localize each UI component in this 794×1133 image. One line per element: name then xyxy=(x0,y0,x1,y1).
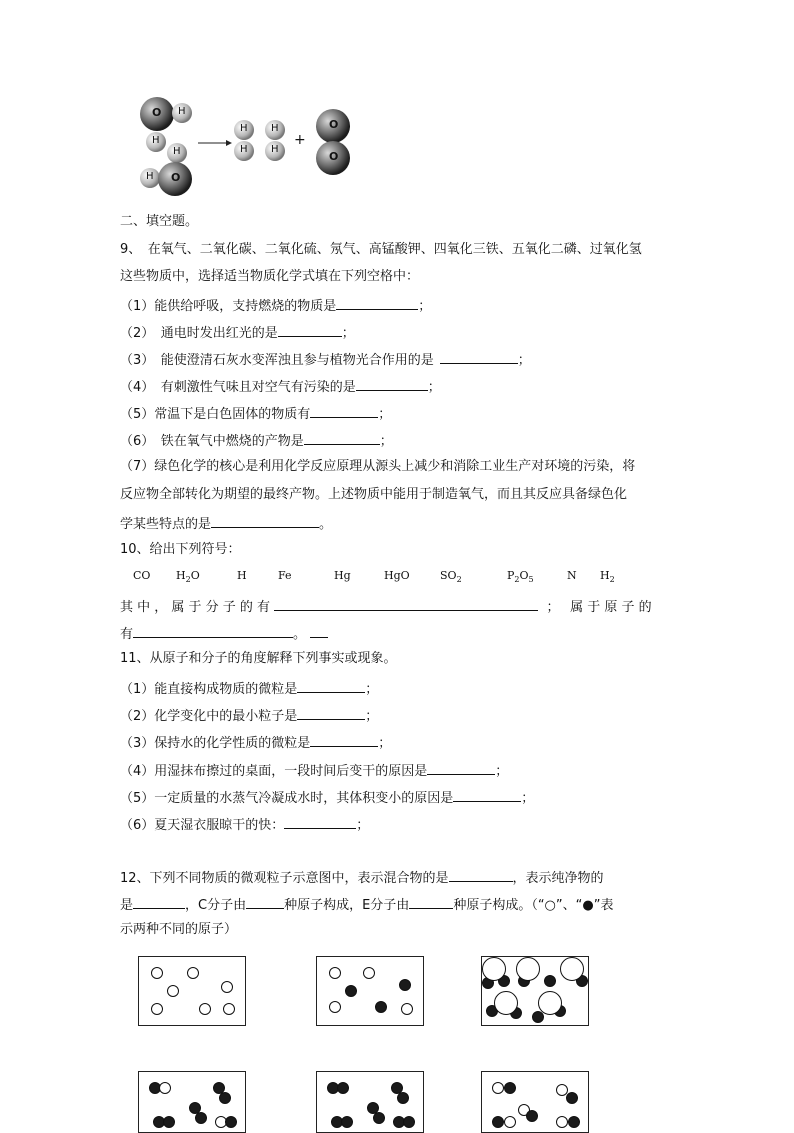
particle-box-b xyxy=(316,956,424,1026)
white-atom xyxy=(401,1003,413,1015)
reaction-diagram xyxy=(130,92,360,204)
question-text: （6） 铁在氧气中燃烧的产物是 xyxy=(120,434,304,449)
q9-item-1 xyxy=(120,295,431,316)
question-text: ，表示纯净物的 xyxy=(512,871,604,886)
particle-box-c xyxy=(481,956,589,1026)
punctuation: ； xyxy=(365,682,379,697)
punctuation: ； xyxy=(418,299,432,314)
answer-blank[interactable] xyxy=(133,894,185,909)
white-atom xyxy=(329,967,341,979)
white-atom xyxy=(516,957,540,981)
q12-line-1 xyxy=(120,867,604,888)
symbol: H xyxy=(237,569,247,582)
question-text: （1）能直接构成物质的微粒是 xyxy=(120,682,298,697)
black-atom xyxy=(566,1092,578,1104)
answer-blank[interactable] xyxy=(409,894,453,909)
question-text: 种原子构成，E分子由 xyxy=(284,898,410,913)
symbol: $SO_2$ xyxy=(440,569,462,585)
symbol: HgO xyxy=(384,569,410,582)
q11-item-5 xyxy=(120,787,534,808)
black-atom xyxy=(544,975,556,987)
q9-intro-line-2: 这些物质中，选择适当物质化学式填在下列空格中： xyxy=(120,269,420,284)
white-atom xyxy=(492,1082,504,1094)
symbol: $H_2O$ xyxy=(176,569,200,585)
atom-label-h: H xyxy=(178,106,186,117)
black-atom xyxy=(163,1116,175,1128)
q11-item-2 xyxy=(120,705,378,726)
punctuation: ； xyxy=(379,434,393,449)
answer-blank[interactable] xyxy=(310,732,378,747)
black-atom xyxy=(219,1092,231,1104)
punctuation: 。 xyxy=(293,627,307,642)
q11-title: 11、从原子和分子的角度解释下列事实或现象。 xyxy=(120,651,397,666)
particle-box-d xyxy=(138,1071,246,1133)
q11-item-4 xyxy=(120,760,508,781)
q9-item-5 xyxy=(120,403,391,424)
section-title: 二、填空题。 xyxy=(120,214,199,229)
white-atom xyxy=(151,1003,163,1015)
answer-blank[interactable] xyxy=(211,513,319,528)
question-text: （4）用湿抹布擦过的桌面，一段时间后变干的原因是 xyxy=(120,764,428,779)
answer-blank[interactable] xyxy=(356,376,428,391)
symbol: N xyxy=(567,569,577,582)
white-atom xyxy=(329,1001,341,1013)
black-atom xyxy=(373,1112,385,1124)
black-atom xyxy=(337,1082,349,1094)
question-text: （5）常温下是白色固体的物质有 xyxy=(120,407,311,422)
question-text: 有 xyxy=(120,627,134,642)
black-atom xyxy=(526,1110,538,1122)
answer-blank[interactable] xyxy=(440,349,518,364)
q9-item-7-line-1: （7）绿色化学的核心是利用化学反应原理从源头上减少和消除工业生产对环境的污染，将 xyxy=(120,459,636,474)
question-text: ； 属 于 原 子 的 xyxy=(546,600,652,615)
answer-blank[interactable] xyxy=(284,814,356,829)
white-atom xyxy=(363,967,375,979)
punctuation: ； xyxy=(378,407,392,422)
symbol: Fe xyxy=(278,569,292,582)
white-atom xyxy=(151,967,163,979)
question-text: （1）能供给呼吸，支持燃烧的物质是 xyxy=(120,299,337,314)
q9-item-2 xyxy=(120,322,355,343)
atom-label-h: H xyxy=(271,144,279,155)
q11-item-1 xyxy=(120,678,378,699)
atom-label-o: O xyxy=(329,150,339,163)
atom-label-o: O xyxy=(152,106,162,119)
answer-blank[interactable] xyxy=(133,623,293,638)
white-atom xyxy=(482,957,506,981)
question-text: （2） 通电时发出红光的是 xyxy=(120,326,278,341)
answer-blank[interactable] xyxy=(297,705,365,720)
q10-line-2 xyxy=(120,623,328,644)
answer-blank[interactable] xyxy=(278,322,342,337)
atom-label-o: O xyxy=(171,171,181,184)
white-atom xyxy=(221,981,233,993)
black-atom xyxy=(399,979,411,991)
q10-line-1 xyxy=(120,596,652,617)
punctuation: ； xyxy=(356,818,370,833)
atom-label-h: H xyxy=(240,123,248,134)
question-text: （5）一定质量的水蒸气冷凝成水时，其体积变小的原因是 xyxy=(120,791,454,806)
punctuation: ； xyxy=(495,764,509,779)
answer-blank[interactable] xyxy=(310,403,378,418)
punctuation: ； xyxy=(365,709,379,724)
question-text: 其 中 ， 属 于 分 子 的 有 xyxy=(120,600,271,615)
q9-item-4 xyxy=(120,376,441,397)
answer-blank[interactable] xyxy=(427,760,495,775)
plus-sign: + xyxy=(294,132,306,148)
q12-line-2 xyxy=(120,894,613,915)
black-atom xyxy=(568,1116,580,1128)
atom-label-h: H xyxy=(146,171,154,182)
white-atom xyxy=(504,1116,516,1128)
white-atom xyxy=(159,1082,171,1094)
white-atom xyxy=(187,967,199,979)
black-atom xyxy=(492,1116,504,1128)
question-text: 种原子构成。（“○”、“●”表 xyxy=(453,898,614,913)
punctuation: ； xyxy=(341,326,355,341)
symbol: CO xyxy=(133,569,151,582)
q12-line-3: 示两种不同的原子） xyxy=(120,922,238,937)
white-atom xyxy=(223,1003,235,1015)
particle-box-a xyxy=(138,956,246,1026)
question-text: ，C分子由 xyxy=(185,898,247,913)
white-atom xyxy=(560,957,584,981)
q11-item-3 xyxy=(120,732,391,753)
q9-item-6 xyxy=(120,430,393,451)
white-atom xyxy=(556,1116,568,1128)
punctuation: ； xyxy=(517,353,531,368)
question-text: （3）保持水的化学性质的微粒是 xyxy=(120,736,311,751)
q9-item-3 xyxy=(120,349,531,370)
black-atom xyxy=(397,1092,409,1104)
black-atom xyxy=(341,1116,353,1128)
particle-box-e xyxy=(316,1071,424,1133)
punctuation: ； xyxy=(427,380,441,395)
black-atom xyxy=(375,1001,387,1013)
question-text: （2）化学变化中的最小粒子是 xyxy=(120,709,298,724)
question-text: 学某些特点的是 xyxy=(120,517,212,532)
answer-blank[interactable] xyxy=(274,596,538,611)
punctuation: ； xyxy=(378,736,392,751)
white-atom xyxy=(199,1003,211,1015)
question-text: （6）夏天湿衣服晾干的快： xyxy=(120,818,285,833)
white-atom xyxy=(538,991,562,1015)
q10-title: 10、给出下列符号： xyxy=(120,542,241,557)
atom-label-h: H xyxy=(240,144,248,155)
symbol: $H_2$ xyxy=(600,569,615,585)
punctuation: 。 xyxy=(319,517,333,532)
black-atom xyxy=(195,1112,207,1124)
atom-label-h: H xyxy=(271,123,279,134)
answer-blank[interactable] xyxy=(246,894,284,909)
answer-blank[interactable] xyxy=(453,787,521,802)
white-atom xyxy=(494,991,518,1015)
question-text: 12、下列不同物质的微观粒子示意图中，表示混合物的是 xyxy=(120,871,449,886)
symbol: $P_2O_5$ xyxy=(507,569,534,585)
symbol: Hg xyxy=(334,569,351,582)
atom-label-h: H xyxy=(152,135,160,146)
answer-blank[interactable] xyxy=(310,623,328,638)
question-text: （3） 能使澄清石灰水变浑浊且参与植物光合作用的是 xyxy=(120,353,434,368)
q9-item-7-line-3 xyxy=(120,513,332,534)
arrow-head-icon xyxy=(226,140,232,146)
white-atom xyxy=(167,985,179,997)
black-atom xyxy=(345,985,357,997)
atom-label-o: O xyxy=(329,118,339,131)
punctuation: ； xyxy=(521,791,535,806)
question-text: 是 xyxy=(120,898,134,913)
particle-box-f xyxy=(481,1071,589,1133)
answer-blank[interactable] xyxy=(304,430,380,445)
answer-blank[interactable] xyxy=(449,867,513,882)
q9-intro-line-1: 9、 在氧气、二氧化碳、二氧化硫、氖气、高锰酸钾、四氧化三铁、五氧化二磷、过氧化氢 xyxy=(120,242,642,257)
atom-label-h: H xyxy=(173,146,181,157)
black-atom xyxy=(225,1116,237,1128)
q9-item-7-line-2: 反应物全部转化为期望的最终产物。上述物质中能用于制造氧气，而且其反应具备绿色化 xyxy=(120,487,628,502)
black-atom xyxy=(504,1082,516,1094)
q11-item-6 xyxy=(120,814,369,835)
answer-blank[interactable] xyxy=(336,295,418,310)
question-text: （4） 有刺激性气味且对空气有污染的是 xyxy=(120,380,356,395)
black-atom xyxy=(403,1116,415,1128)
answer-blank[interactable] xyxy=(297,678,365,693)
